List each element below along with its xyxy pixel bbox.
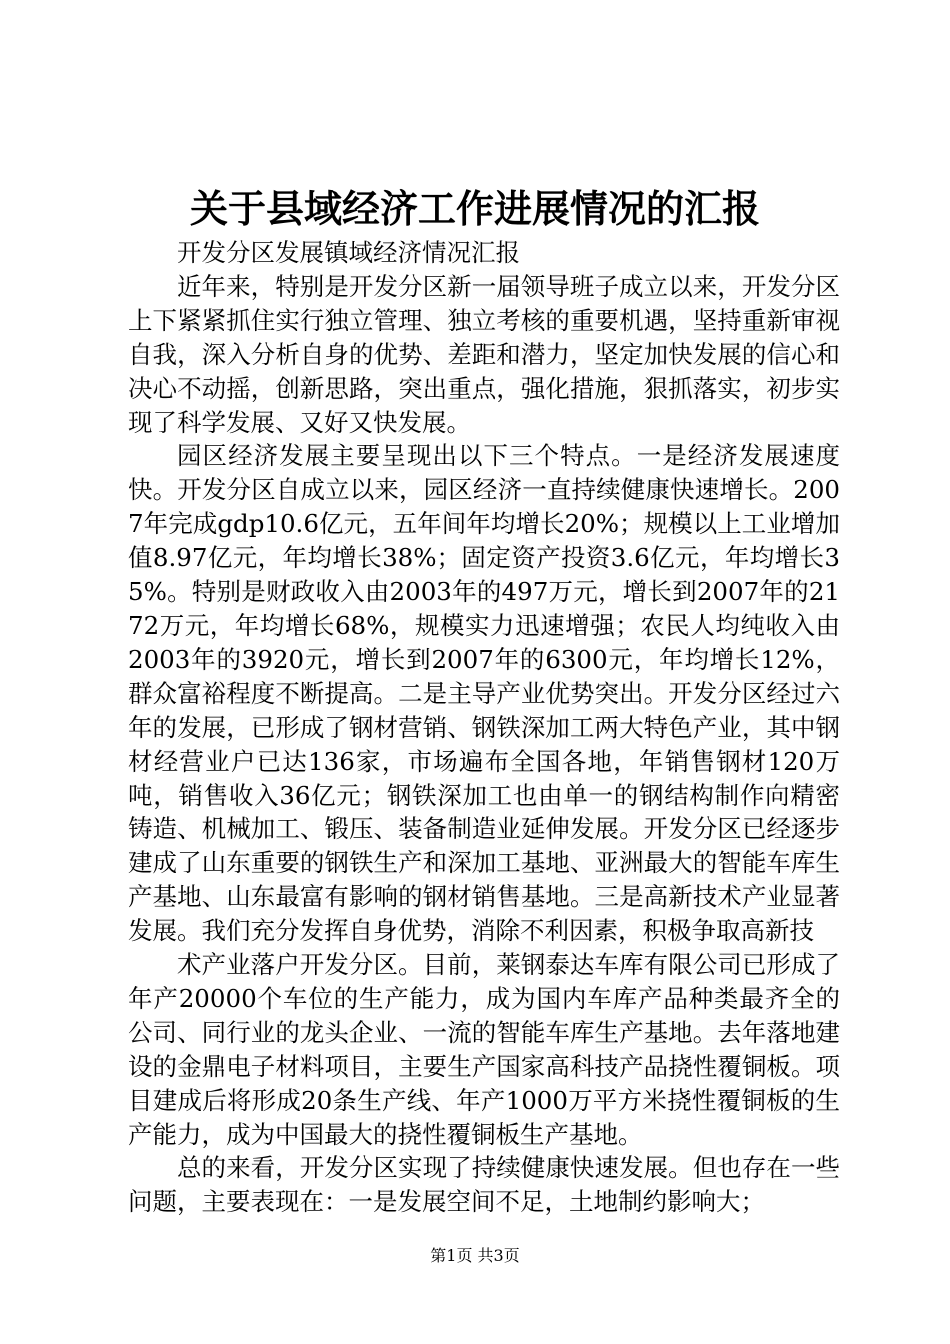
paragraph-hightech: 术产业落户开发分区。目前，莱钢泰达车库有限公司已形成了年产20000个车位的生产能力，成为国内车库产品种类最齐全的公司、同行业的龙头企业、一流的智能车库生产基地。去年落地建设的金鼎电子材料项目，主要生产国家高科技产品挠性覆铜板。项目建成后将形成20条生产线、年产1000万平方米挠性覆铜板的生产能力，成为中国最大的挠性覆铜板生产基地。 bbox=[128, 950, 840, 1149]
page-footer: 第1页 共3页 bbox=[430, 1246, 520, 1265]
paragraph-characteristics: 园区经济发展主要呈现出以下三个特点。一是经济发展速度快。开发分区自成立以来，园区经济一直持续健康快速增长。2007年完成gdp10.6亿元，五年间年均增长20%；规模以上工业增加值8.97亿元，年均增长38%；固定资产投资3.6亿元，年均增长35%。特别是财政收入由2003年的497万元，增长到2007年的2172万元，年均增长68%，规模实力迅速增强；农民人均纯收入由2003年的3920元，增长到2007年的6300元，年均增长12%，群众富裕程度不断提高。二是主导产业优势突出。开发分区经过六年的发展，已形成了钢材营销、钢铁深加工两大特色产业，其中钢材经营业户已达136家，市场遍布全国各地，年销售钢材120万吨，销售收入36亿元；钢铁深加工也由单一的钢结构制作向精密铸造、机械加工、锻压、装备制造业延伸发展。开发分区已经逐步建成了山东重要的钢铁生产和深加工基地、亚洲最大的智能车库生产基地、山东最富有影响的钢材销售基地。三是高新技术产业显著发展。我们充分发挥自身优势，消除不利因素，积极争取高新技 bbox=[128, 441, 840, 946]
paragraph-summary: 总的来看，开发分区实现了持续健康快速发展。但也存在一些问题，主要表现在：一是发展空间不足，土地制约影响大； bbox=[128, 1153, 840, 1217]
paragraph-subtitle: 开发分区发展镇域经济情况汇报 bbox=[177, 238, 520, 267]
paragraph-intro: 近年来，特别是开发分区新一届领导班子成立以来，开发分区上下紧紧抓住实行独立管理、独立考核的重要机遇，坚持重新审视自我，深入分析自身的优势、差距和潜力，坚定加快发展的信心和决心不动摇，创新思路，突出重点，强化措施，狠抓落实，初步实现了科学发展、又好又快发展。 bbox=[128, 271, 840, 437]
document-title: 关于县域经济工作进展情况的汇报 bbox=[189, 186, 760, 231]
document-body bbox=[128, 236, 840, 1219]
